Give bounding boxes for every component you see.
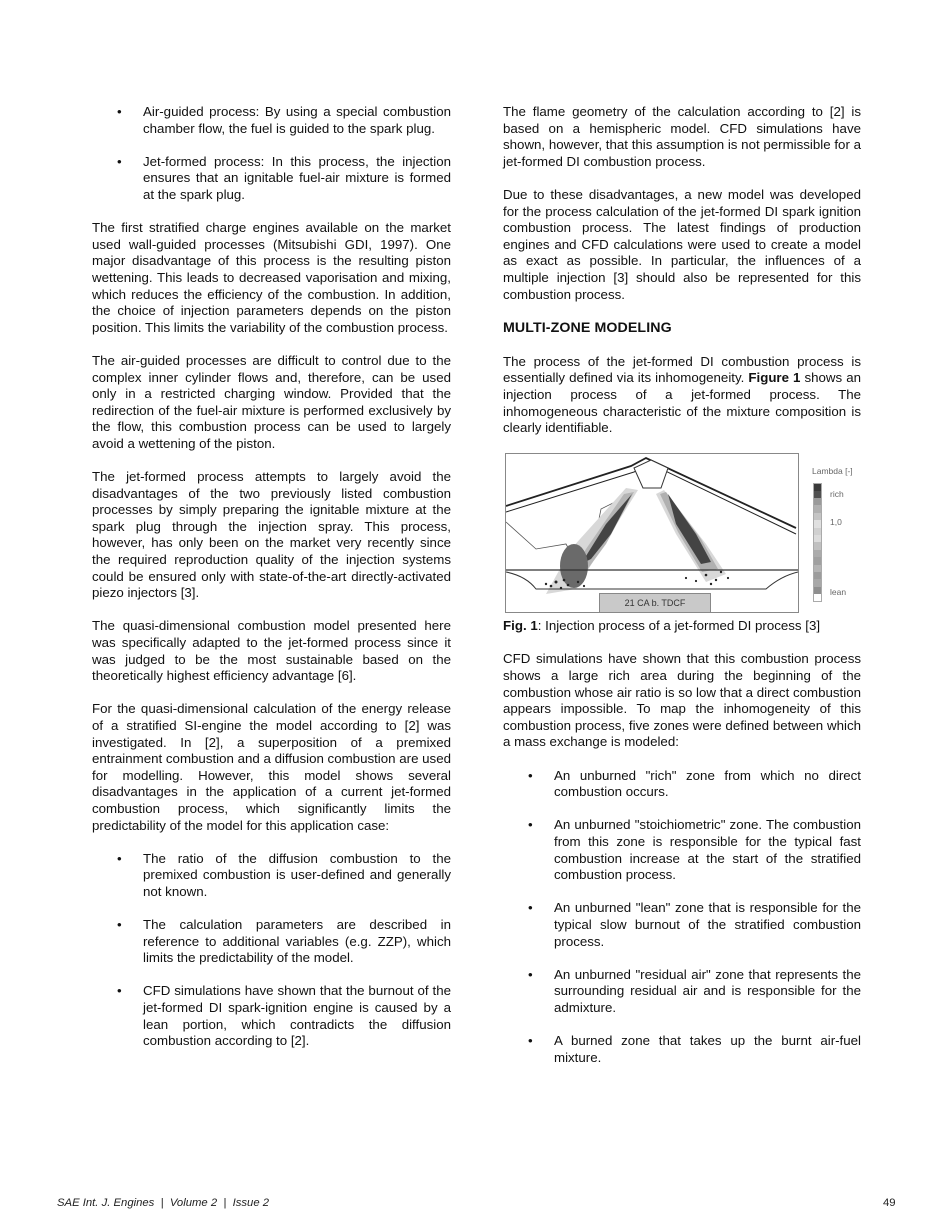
process-types-list [92, 104, 451, 204]
crank-angle-label: 21 CA b. TDCF [599, 593, 711, 613]
lambda-legend [810, 453, 865, 603]
paragraph-quasi-dimensional: The quasi-dimensional combustion model presented here was specifically adapted to the jet-formed process since it was judged to be the most sustainable based on the theoretically highest efficiency advantage [6]. [92, 618, 451, 684]
list-item: • An unburned "residual air" zone that represents the surrounding residual air and is responsible for the admixture. [528, 966, 861, 1015]
list-item: • An unburned "rich" zone from which no direct combustion occurs. [528, 767, 861, 800]
legend-title: Lambda [-] [812, 466, 853, 477]
bullet-icon: • [528, 817, 533, 833]
list-item: • The calculation parameters are described in reference to additional variables (e.g. ZZP), which limits the predictability of the model. [117, 917, 451, 966]
legend-lean-label: lean [830, 587, 847, 598]
list-item: • The ratio of the diffusion combustion to the premixed combustion is user-defined and generally not known. [117, 850, 451, 899]
cfd-simulation-image [505, 453, 799, 613]
paragraph-jet-formed: The jet-formed process attempts to largely avoid the disadvantages of the two previously listed combustion processes by simply preparing the ignitable mixture at the spark plug through the injection spray. This process, however, has only been on the market very recently since the required reproduction quality of the injection systems could be ensured only with state-of-the-art directly-activated piezo injectors [3]. [92, 469, 451, 601]
paragraph-flame-geometry: The flame geometry of the calculation according to [2] is based on a hemispheric model. CFD simulations have shown, however, that this assumption is not permissible for a jet-formed DI combustion process. [503, 104, 861, 169]
bullet-icon: • [117, 850, 122, 866]
list-item: • Jet-formed process: In this process, the injection ensures that an ignitable fuel-air mixture is formed at the spark plug. [117, 153, 451, 202]
list-item: • An unburned "stoichiometric" zone. The combustion from this zone is responsible for the typical fast combustion increase at the start of the stratified combustion process. [528, 817, 861, 883]
bullet-icon: • [117, 917, 122, 933]
legend-stoich-label: 1,0 [830, 517, 842, 528]
page-number: 49 [883, 1197, 896, 1209]
combustion-chamber-diagram [506, 454, 798, 612]
bullet-icon: • [117, 153, 122, 169]
list-item: • A burned zone that takes up the burnt air-fuel mixture. [528, 1033, 861, 1065]
bullet-icon: • [528, 966, 533, 982]
bullet-icon: • [117, 104, 122, 119]
paragraph-energy-release: For the quasi-dimensional calculation of the energy release of a stratified SI-engine the model according to [2] was investigated. In [2], a superposition of a premixed entrainment combustion and a diffusion combustion are used for modelling. However, this model shows several disadvantages in the application of a current jet-formed combustion process, which significantly limits the predictability of the model for this application case: [92, 701, 451, 833]
right-column [503, 104, 861, 1083]
paragraph-cfd-rich-area: CFD simulations have shown that this combustion process shows a large rich area during the beginning of the combustion whose air ratio is so low that a direct combustion appears impossible. To map the inhomogeneity of this combustion process, five zones were defined between which a mass exchange is modeled: [503, 651, 861, 750]
figure-reference: Figure 1 [748, 370, 801, 386]
paragraph-wall-guided: The first stratified charge engines available on the market used wall-guided processes (Mitsubishi GDI, 1997). One major disadvantage of this process is the resulting piston wettening. This leads to decreased vaporisation and mixing, which reduces the efficiency of the combustion. In addition, the choice of injection parameters depends on the piston position. This limits the variability of the combustion process. [92, 220, 451, 335]
list-item: • Air-guided process: By using a special combustion chamber flow, the fuel is guided to the spark plug. [117, 104, 451, 136]
list-item: • CFD simulations have shown that the burnout of the jet-formed DI spark-ignition engine is caused by a lean portion, which contradicts the diffusion combustion according to [2]. [117, 983, 451, 1049]
left-column [92, 104, 451, 1066]
bullet-icon: • [528, 900, 533, 916]
bullet-icon: • [117, 983, 122, 999]
bullet-icon: • [528, 1033, 533, 1049]
bullet-icon: • [528, 767, 533, 783]
figure-caption: Fig. 1: Injection process of a jet-formed DI process [3] [503, 618, 821, 634]
disadvantages-list [92, 851, 451, 1050]
paragraph-air-guided: The air-guided processes are difficult to control due to the complex inner cylinder flows and, therefore, can be used only in a restricted charging window. Provided that the redirection of the fuel-air mixture is performed exclusively by the flow, this combustion process can be used to largely avoid a wettening of the piston. [92, 352, 451, 451]
legend-color-bar [813, 483, 822, 601]
zones-list [503, 768, 861, 1067]
journal-footer: SAE Int. J. Engines | Volume 2 | Issue 2 [57, 1197, 270, 1209]
paragraph-inhomogeneity: The process of the jet-formed DI combustion process is essentially defined via its inhomogeneity. Figure 1 shows an injection process of a jet-formed process. The inhomogeneous characteristic of the mixture composition is clearly identifiable. [503, 353, 861, 436]
section-heading: MULTI-ZONE MODELING [503, 319, 672, 336]
list-item: • An unburned "lean" zone that is responsible for the typical slow burnout of the stratified combustion process. [528, 900, 861, 949]
legend-rich-label: rich [830, 489, 844, 500]
figure-1 [503, 453, 861, 616]
paragraph-new-model: Due to these disadvantages, a new model was developed for the process calculation of the jet-formed DI spark ignition combustion process. The latest findings of production engines and CFD calculations were used to create a model as exact as possible. In particular, the influences of a multiple injection [3] should also be represented for this combustion process. [503, 186, 861, 302]
figure-label: Fig. 1 [503, 618, 538, 634]
